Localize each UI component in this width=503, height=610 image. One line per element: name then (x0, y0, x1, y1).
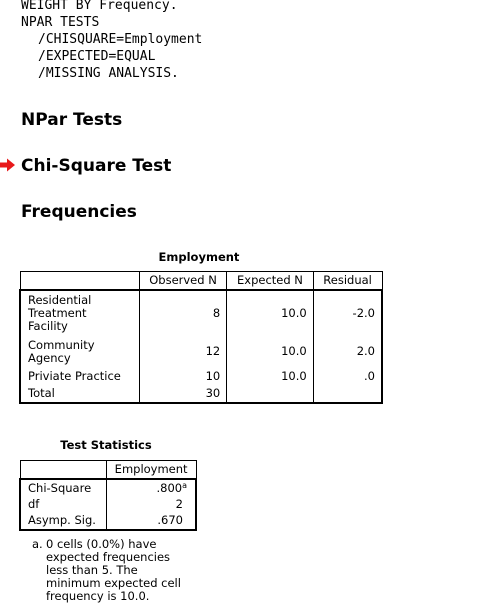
syntax-line: /MISSING ANALYSIS. (38, 66, 179, 81)
employment-frequency-table (19, 271, 383, 404)
stat-value: .670 (106, 513, 196, 530)
column-header-employment: Employment (106, 461, 196, 479)
stat-label: df (20, 497, 106, 513)
table-header-row (20, 272, 382, 290)
employment-table-title: Employment (158, 250, 240, 264)
row-label: Community Agency (20, 336, 139, 368)
column-header-residual: Residual (313, 272, 382, 290)
row-label: Residential Treatment Facility (20, 290, 139, 336)
current-output-arrow-icon (0, 158, 16, 172)
row-label: Priviate Practice (20, 368, 139, 386)
stat-label: Chi-Square (20, 479, 106, 497)
header-corner-cell (20, 272, 139, 290)
total-label: Total (20, 386, 139, 403)
residual-cell: -2.0 (313, 290, 382, 336)
residual-cell: 2.0 (313, 336, 382, 368)
test-statistics-table (19, 460, 197, 531)
footnote-marker: a (182, 480, 187, 490)
heading-frequencies: Frequencies (21, 202, 137, 222)
observed-cell: 8 (139, 290, 226, 336)
footnote-letter: a. (32, 537, 43, 551)
syntax-line: WEIGHT BY Frequency. (21, 0, 178, 13)
table-row (20, 479, 196, 497)
column-header-observed: Observed N (139, 272, 226, 290)
table-row (20, 513, 196, 530)
test-statistics-title: Test Statistics (60, 438, 152, 452)
heading-npar-tests: NPar Tests (21, 110, 123, 130)
syntax-line: NPAR TESTS (21, 15, 100, 30)
empty-cell (313, 386, 382, 403)
table-row (20, 368, 382, 386)
syntax-block (21, 0, 202, 82)
syntax-line: /CHISQUARE=Employment (38, 32, 203, 47)
expected-cell: 10.0 (227, 368, 313, 386)
stat-value: 2 (106, 497, 196, 513)
table-total-row (20, 386, 382, 403)
table-header-row (20, 461, 196, 479)
header-corner-cell (20, 461, 106, 479)
heading-chi-square-test: Chi-Square Test (21, 156, 172, 176)
empty-cell (227, 386, 313, 403)
observed-cell: 10 (139, 368, 226, 386)
table-footnote (32, 538, 192, 603)
table-row (20, 290, 382, 336)
chi-square-value: .800 (156, 480, 183, 495)
expected-cell: 10.0 (227, 336, 313, 368)
stat-label: Asymp. Sig. (20, 513, 106, 530)
residual-cell: .0 (313, 368, 382, 386)
table-row (20, 336, 382, 368)
column-header-expected: Expected N (227, 272, 313, 290)
table-row (20, 497, 196, 513)
observed-cell: 12 (139, 336, 226, 368)
stat-value (106, 479, 196, 497)
syntax-line: /EXPECTED=EQUAL (38, 49, 156, 64)
footnote-text: 0 cells (0.0%) have expected frequencies less than 5. The minimum expected cell frequency is 10.0. (46, 537, 181, 603)
total-observed-cell: 30 (139, 386, 226, 403)
expected-cell: 10.0 (227, 290, 313, 336)
